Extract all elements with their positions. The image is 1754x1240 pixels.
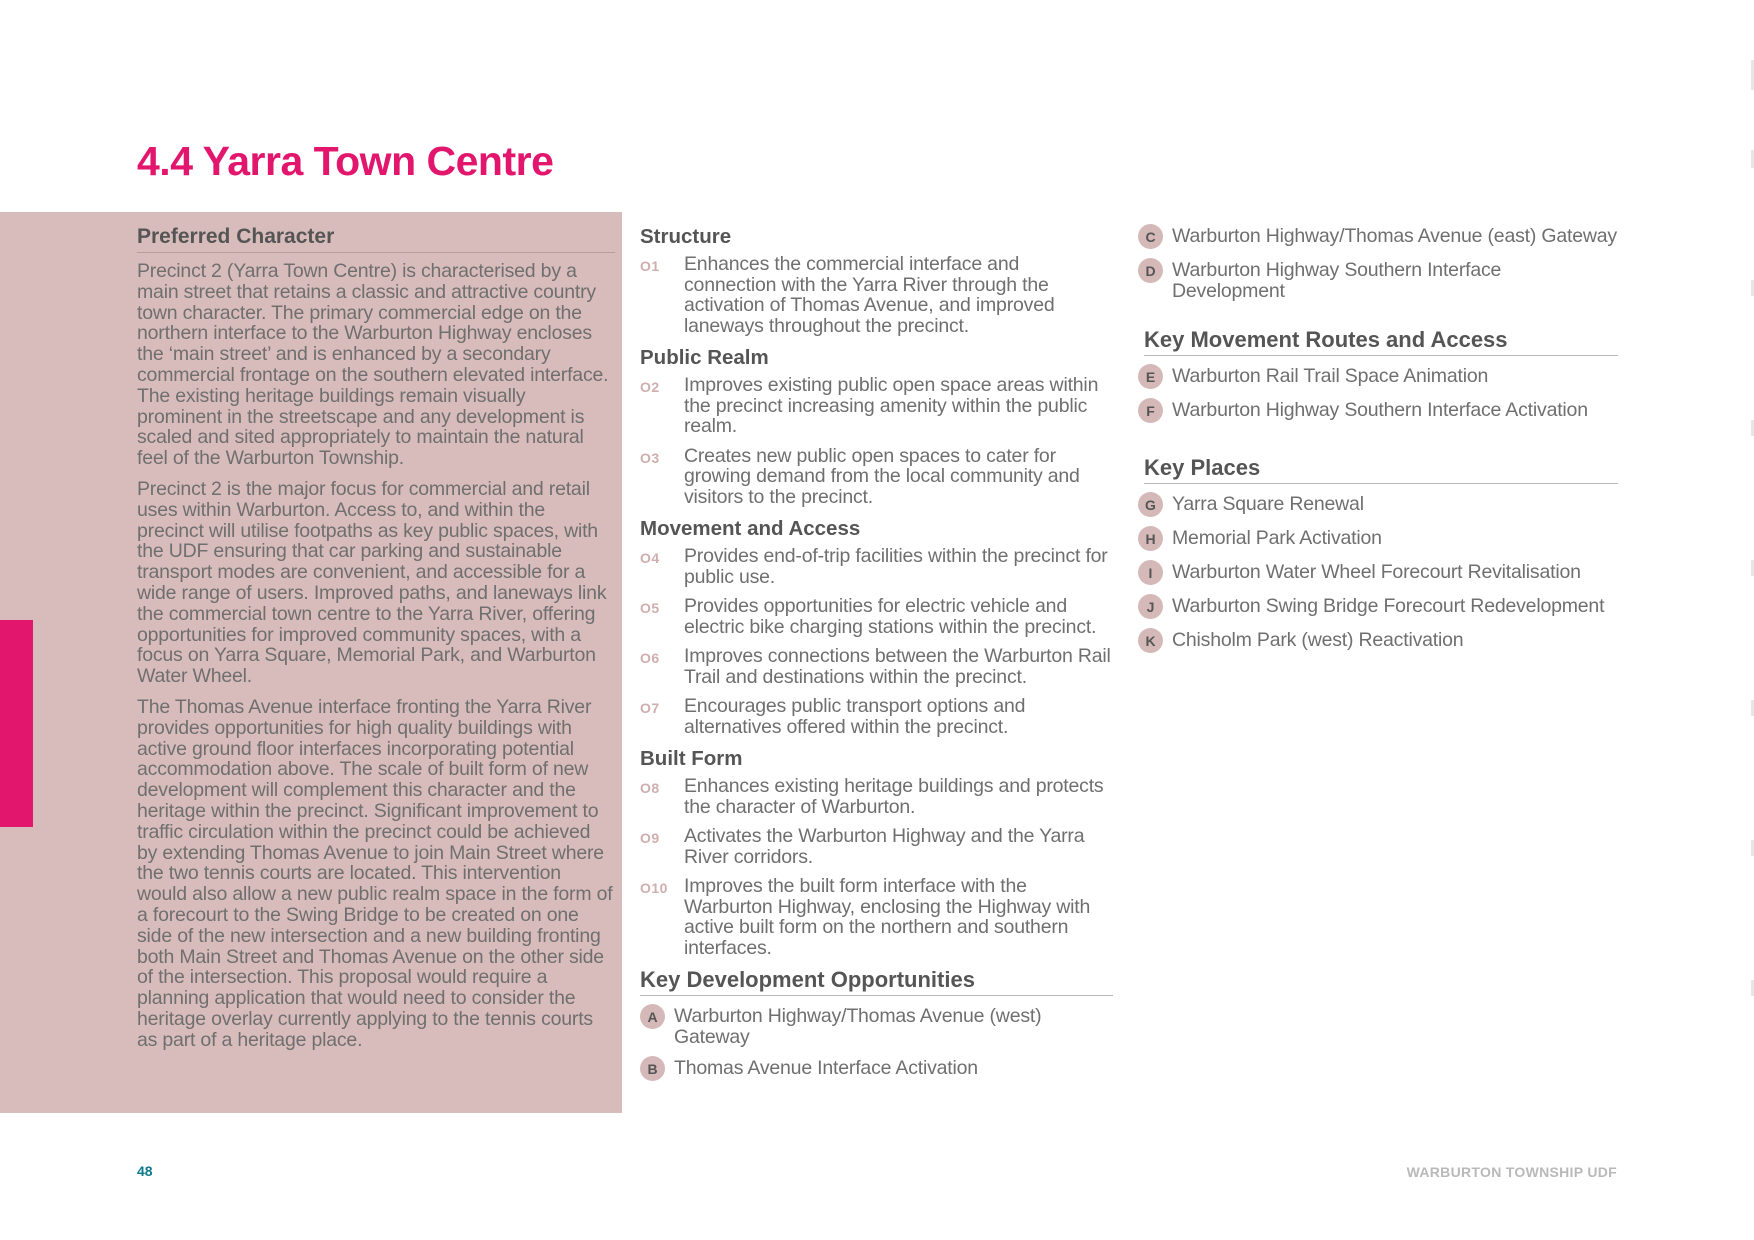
- objective-text: Improves connections between the Warburton Rail Trail and destinations within the precinct.: [684, 645, 1111, 688]
- key-item-text: Warburton Highway/Thomas Avenue (east) Gateway: [1172, 225, 1617, 247]
- key-item: [1138, 224, 1618, 249]
- key-item: [1138, 628, 1618, 653]
- objective-code: O4: [640, 550, 660, 566]
- key-badge: I: [1138, 560, 1163, 585]
- key-badge: C: [1138, 224, 1163, 249]
- key-item-text: Memorial Park Activation: [1172, 527, 1382, 549]
- objective-code: O9: [640, 830, 660, 846]
- objective-item: [640, 696, 1113, 737]
- key-badge: A: [640, 1004, 665, 1029]
- objective-item: [640, 826, 1113, 867]
- key-item-text: Warburton Water Wheel Forecourt Revitalisation: [1172, 561, 1581, 583]
- objective-item: [640, 776, 1113, 817]
- public-realm-heading: Public Realm: [640, 346, 769, 369]
- key-item-text: Warburton Swing Bridge Forecourt Redevelopment: [1172, 595, 1605, 617]
- objective-text: Improves existing public open space areas within the precinct increasing amenity within the public realm.: [684, 374, 1099, 437]
- objective-text: Provides end-of-trip facilities within the precinct for public use.: [684, 545, 1108, 588]
- key-item: [640, 1056, 1113, 1081]
- movement-access-heading: Movement and Access: [640, 517, 861, 540]
- key-item-text: Yarra Square Renewal: [1172, 493, 1364, 515]
- objective-text: Encourages public transport options and alternatives offered within the precinct.: [684, 695, 1026, 738]
- objective-text: Improves the built form interface with the Warburton Highway, enclosing the Highway with active built form on the northern and southern interfaces.: [684, 875, 1091, 959]
- key-badge: J: [1138, 594, 1163, 619]
- key-badge: B: [640, 1056, 665, 1081]
- key-badge: D: [1138, 258, 1163, 283]
- key-item: [1138, 398, 1618, 423]
- key-badge: H: [1138, 526, 1163, 551]
- preferred-character-column: [137, 224, 615, 1060]
- objective-text: Provides opportunities for electric vehicle and electric bike charging stations within the precinct.: [684, 595, 1097, 638]
- objective-code: O8: [640, 780, 660, 796]
- objective-item: [640, 596, 1113, 637]
- key-item-text: Warburton Rail Trail Space Animation: [1172, 365, 1489, 387]
- objective-item: [640, 646, 1113, 687]
- objective-code: O7: [640, 700, 660, 716]
- key-badge: K: [1138, 628, 1163, 653]
- structure-heading: Structure: [640, 225, 732, 248]
- key-movement-heading: Key Movement Routes and Access: [1144, 327, 1618, 356]
- preferred-character-heading: Preferred Character: [137, 224, 615, 253]
- keys-column: [1138, 224, 1618, 662]
- paragraph: Precinct 2 (Yarra Town Centre) is characterised by a main street that retains a classic and attractive country town character. The primary commercial edge on the northern interface to the Warburton Highway encloses the ‘main street’ and is enhanced by a secondary commercial frontage on the southern elevated interface. The existing heritage buildings remain visually prominent in the streetscape and any development is scaled and sited appropriately to maintain the natural feel of the Warburton Township.: [137, 260, 609, 470]
- section-accent-bar: [0, 620, 33, 827]
- objective-code: O1: [640, 258, 660, 274]
- key-badge: G: [1138, 492, 1163, 517]
- key-item: [1138, 526, 1618, 551]
- objective-item: [640, 876, 1113, 958]
- key-item-text: Warburton Highway Southern Interface Activation: [1172, 399, 1588, 421]
- objective-text: Creates new public open spaces to cater for growing demand from the local community and visitors to the precinct.: [684, 444, 1080, 508]
- key-item-text: Warburton Highway Southern Interface Development: [1172, 259, 1502, 302]
- footer-document-title: WARBURTON TOWNSHIP UDF: [1406, 1164, 1617, 1180]
- objective-text: Enhances the commercial interface and connection with the Yarra River through the activation of Thomas Avenue, and improved laneways throughout the precinct.: [684, 253, 1055, 337]
- key-item: [1138, 258, 1618, 301]
- key-places-heading: Key Places: [1144, 455, 1618, 484]
- key-development-heading: Key Development Opportunities: [640, 967, 1113, 996]
- key-item: [640, 1004, 1113, 1047]
- key-item: [1138, 594, 1618, 619]
- objective-code: O3: [640, 449, 660, 466]
- objective-item: [640, 375, 1113, 437]
- objective-code: O5: [640, 600, 660, 616]
- key-item-text: Thomas Avenue Interface Activation: [674, 1057, 978, 1079]
- paragraph: The Thomas Avenue interface fronting the Yarra River provides opportunities for high quality buildings with active ground floor interfaces incorporating potential accommodation above. The scale of built form of new development will complement this character and the heritage within the precinct. Significant improvement to traffic circulation within the precinct could be achieved by extending Thomas Avenue to join Main Street where the two tennis courts are located. This intervention would also allow a new public realm space in the form of a forecourt to the Swing Bridge to be created on one side of the new intersection and a new building fronting both Main Street and Thomas Avenue on the other side of the intersection. This proposal would require a planning application that would need to consider the heritage overlay currently applying to the tennis courts as part of a heritage place.: [137, 695, 613, 1051]
- objective-item: [640, 546, 1113, 587]
- objective-text: Enhances existing heritage buildings and protects the character of Warburton.: [684, 775, 1104, 818]
- key-badge: F: [1138, 398, 1163, 423]
- page-title: 4.4 Yarra Town Centre: [137, 138, 554, 184]
- paragraph: Precinct 2 is the major focus for commercial and retail uses within Warburton. Access to, and within the precinct will utilise footpaths as key public spaces, with the UDF ensuring that car parking and sustainable transport modes are convenient, and accessible for a wide range of users. Improved paths, and laneways link the commercial town centre to the Yarra River, offering opportunities for improved community spaces, with a focus on Yarra Square, Memorial Park, and Warburton Water Wheel.: [137, 477, 607, 688]
- key-badge: E: [1138, 364, 1163, 389]
- objective-code: O10: [640, 880, 668, 896]
- objective-code: O6: [640, 650, 660, 666]
- objective-item: [640, 254, 1113, 336]
- page-number: 48: [137, 1163, 153, 1179]
- objective-item: [640, 446, 1113, 508]
- key-item-text: Chisholm Park (west) Reactivation: [1172, 629, 1464, 651]
- objective-text: Activates the Warburton Highway and the Yarra River corridors.: [684, 825, 1085, 868]
- key-item: [1138, 560, 1618, 585]
- objectives-column: [640, 224, 1113, 1090]
- objective-code: O2: [640, 379, 660, 395]
- key-item-text: Warburton Highway/Thomas Avenue (west) Gateway: [674, 1005, 1042, 1048]
- key-item: [1138, 364, 1618, 389]
- key-item: [1138, 492, 1618, 517]
- built-form-heading: Built Form: [640, 747, 743, 770]
